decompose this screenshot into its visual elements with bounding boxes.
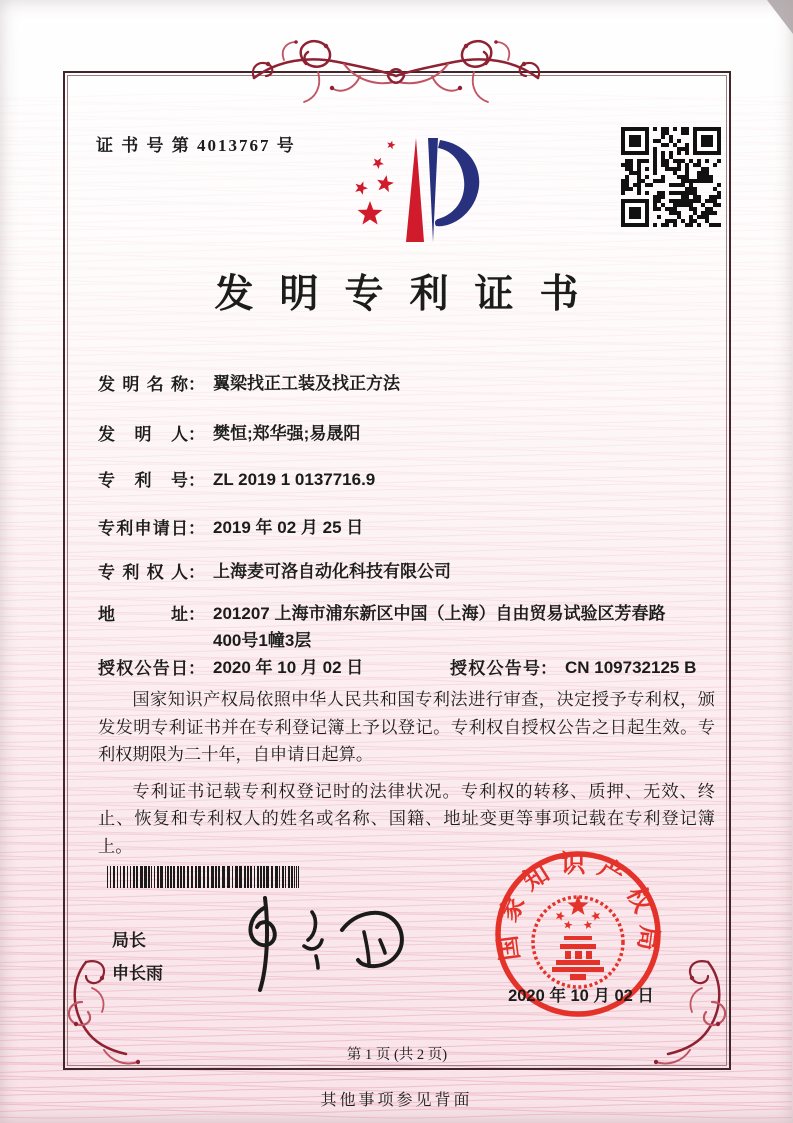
field-label: 地址: [98, 605, 188, 624]
field-value: ZL 2019 1 0137716.9: [213, 470, 376, 489]
field-patent-number: 专利号 ： ZL 2019 1 0137716.9: [98, 466, 718, 493]
field-label: 专利权人: [98, 563, 188, 582]
field-label: 授权公告日: [98, 659, 188, 678]
field-inventors: 发明人 ： 樊恒;郑华强;易晟阳: [98, 420, 718, 447]
certificate-fields: [98, 358, 718, 703]
field-grant-number: 授权公告号 ： CN 109732125 B: [450, 654, 696, 681]
scan-corner-shadow: [767, 0, 793, 34]
field-value: 2019 年 02 月 25 日: [213, 518, 364, 537]
field-value: 上海麦可洛自动化科技有限公司: [213, 562, 451, 581]
bottom-left-flourish-ornament: [56, 958, 140, 1070]
field-value: 翼梁找正工装及找正方法: [213, 374, 400, 393]
top-flourish-ornament: [248, 20, 544, 124]
field-patentee: 专利权人 ： 上海麦可洛自动化科技有限公司: [98, 558, 718, 585]
director-title: 局长: [112, 931, 146, 950]
field-grant-row: [98, 654, 718, 681]
cnipa-logo: [338, 130, 483, 250]
certificate-title: 发明专利证书: [214, 273, 605, 316]
field-label: 授权公告号: [450, 659, 540, 678]
field-label: 专利号: [98, 471, 188, 490]
seal-text: 国家知识产权局: [493, 851, 663, 963]
field-value: 2020 年 10 月 02 日: [213, 658, 364, 677]
seal-date: 2020 年 10 月 02 日: [508, 987, 654, 1005]
logo-stars: [355, 141, 395, 225]
field-filing-date: 专利申请日 ： 2019 年 02 月 25 日: [98, 514, 718, 541]
certificate-number: 证 书 号 第 4013767 号: [96, 136, 296, 155]
field-invention-name: 发明名称 ： 翼梁找正工装及找正方法: [98, 370, 718, 397]
qr-code: [621, 127, 721, 227]
field-value: CN 109732125 B: [565, 658, 697, 677]
legal-text: [98, 686, 715, 869]
field-grant-date: 授权公告日 ： 2020 年 10 月 02 日: [98, 654, 450, 681]
field-value: 樊恒;郑华强;易晟阳: [213, 424, 361, 443]
national-emblem: [533, 895, 623, 987]
field-address: 地址 ： 201207 上海市浦东新区中国（上海）自由贸易试验区芳春路400号1幢3层: [98, 600, 718, 654]
barcode: [107, 866, 305, 888]
director-name: 申长雨: [112, 964, 163, 983]
field-label: 发明人: [98, 425, 188, 444]
director-signature: [212, 890, 417, 998]
field-value: 201207 上海市浦东新区中国（上海）自由贸易试验区芳春路400号1幢3层: [213, 604, 666, 650]
legal-paragraph-2: 专利证书记载专利权登记时的法律状况。专利权的转移、质押、无效、终止、恢复和专利权人的姓名或名称、国籍、地址变更等事项记载在专利登记簿上。: [98, 781, 715, 856]
field-label: 发明名称: [98, 375, 188, 394]
footer-note: 其他事项参见背面: [320, 1092, 473, 1109]
field-label: 专利申请日: [98, 519, 188, 538]
bottom-right-flourish-ornament: [654, 958, 738, 1070]
legal-paragraph-1: 国家知识产权局依照中华人民共和国专利法进行审查，决定授予专利权，颁发发明专利证书并在专利登记簿上予以登记。专利权自授权公告之日起生效。专利权期限为二十年，自申请日起算。: [98, 690, 715, 764]
page-number: 第 1 页 (共 2 页): [346, 1047, 448, 1063]
